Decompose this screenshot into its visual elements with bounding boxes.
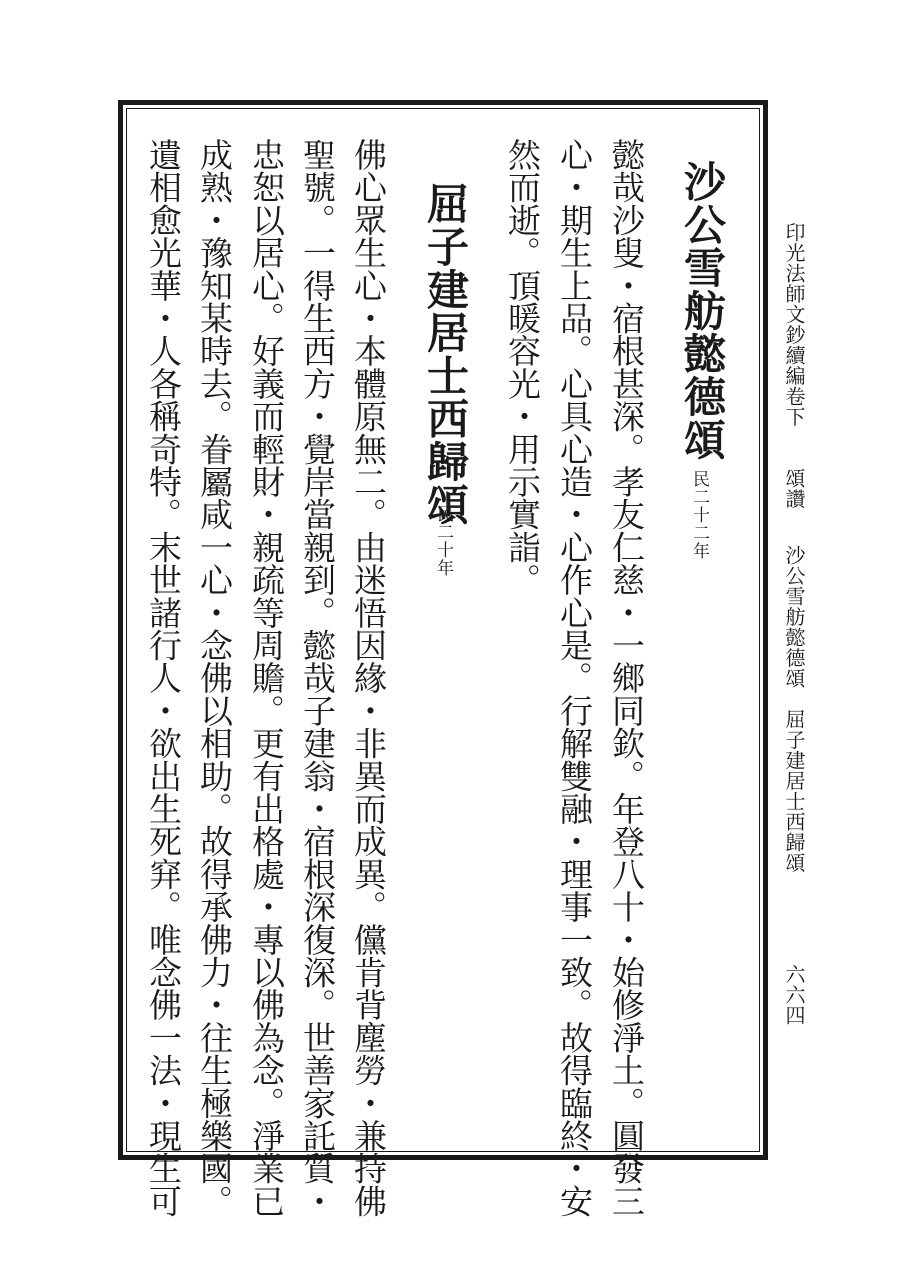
section-label: 頌讚: [782, 468, 806, 509]
piece2-date: 民二十年: [433, 505, 453, 577]
piece2-line-1: 佛心眾生心・本體原無二。由迷悟因緣・非異而成異。儻肯背塵勞・兼持佛: [349, 138, 388, 1218]
piece2-line-4: 成熟・豫知某時去。眷屬咸一心・念佛以相助。故得承佛力・往生極樂國。: [195, 138, 234, 1218]
piece2-title: 屈子建居士西歸頌: [421, 182, 470, 526]
piece1-date: 民二十二年: [689, 470, 709, 560]
piece1-line-3: 然而逝。頂暖容光・用示實詣。: [503, 138, 542, 596]
piece2-line-2: 聖號。一得生西方・覺岸當親到。懿哉子建翁・宿根深復深。世善家託質・: [298, 138, 337, 1218]
piece1-line-1: 懿哉沙叟・宿根甚深。孝友仁慈・一鄉同欽。年登八十・始修淨土。圓發三: [607, 138, 646, 1218]
page-number: 六六四: [782, 964, 806, 1026]
running-title: 沙公雪舫懿德頌 屈子建居士西歸頌: [782, 545, 806, 873]
piece2-line-3: 忠恕以居心。好義而輕財・親疏等周贍。更有出格處・專以佛為念。淨業已: [247, 138, 286, 1218]
piece2-line-5: 遺相愈光華・人各稱奇特。末世諸行人・欲出生死穽。唯念佛一法・現生可: [144, 138, 183, 1218]
piece1-title: 沙公雪舫懿德頌: [678, 160, 727, 461]
piece1-line-2: 心・期生上品。心具心造・心作心是。行解雙融・理事一致。故得臨終・安: [555, 138, 594, 1218]
book-title: 印光法師文鈔續編卷下: [782, 222, 806, 427]
